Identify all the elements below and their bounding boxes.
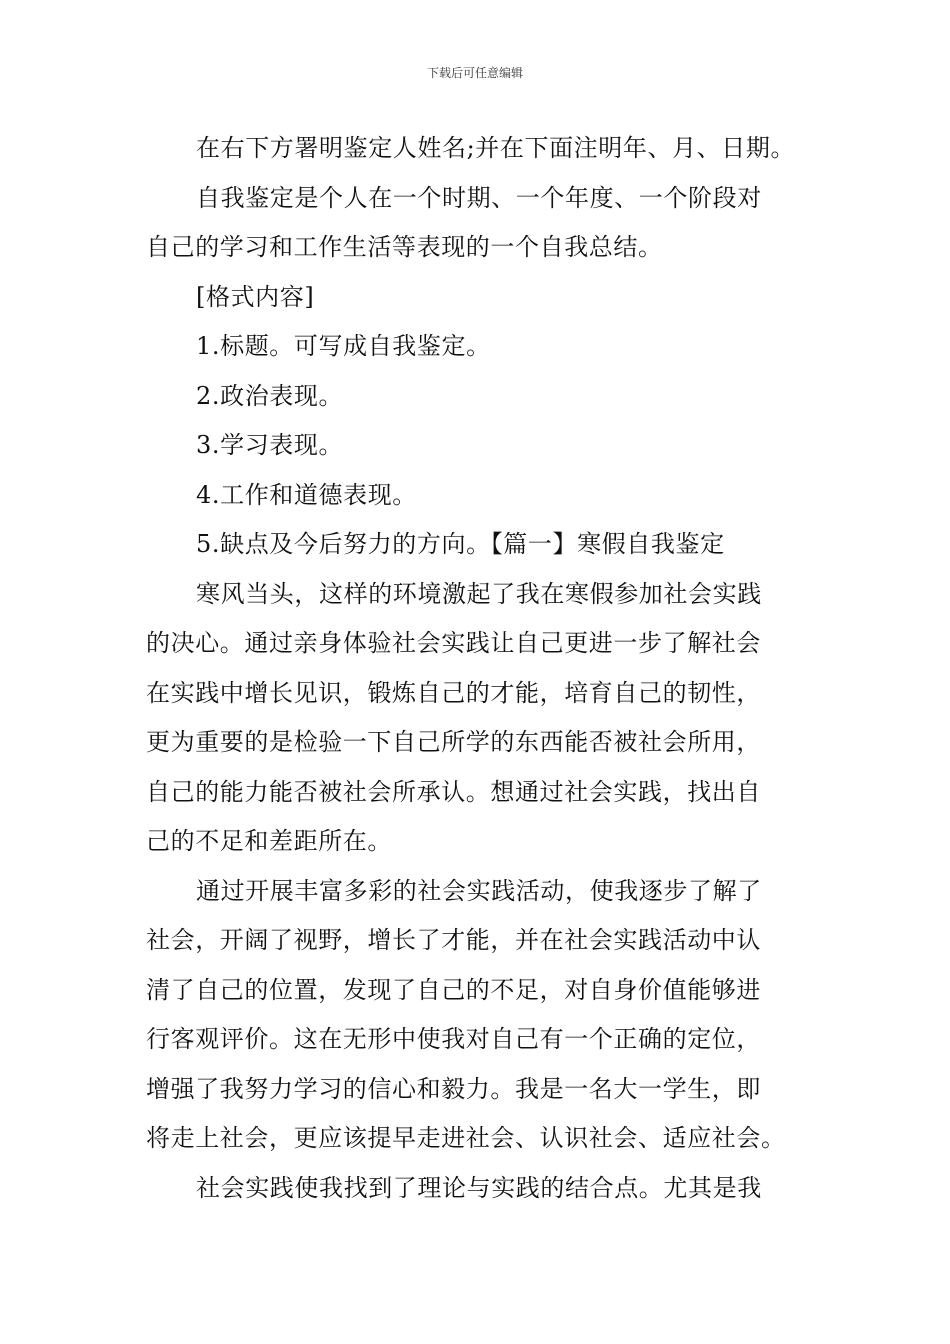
text-line: 自己的能力能否被社会所承认。想通过社会实践，找出自 xyxy=(146,777,761,806)
text-line: 的决心。通过亲身体验社会实践让自己更进一步了解社会 xyxy=(146,629,761,657)
text-line: 社会，开阔了视野，增长了才能，并在社会实践活动中认 xyxy=(146,926,761,954)
document-body xyxy=(146,124,810,1213)
text-line: 社会实践使我找到了理论与实践的结合点。尤其是我 xyxy=(196,1173,762,1202)
text-line: 己的不足和差距所在。 xyxy=(146,827,392,855)
text-line: 增强了我努力学习的信心和毅力。我是一名大一学生，即 xyxy=(146,1074,761,1103)
text-line: 自己的学习和工作生活等表现的一个自我总结。 xyxy=(146,233,663,261)
text-line: 在右下方署明鉴定人姓名;并在下面注明年、月、日期。 xyxy=(196,134,796,162)
text-line: 清了自己的位置，发现了自己的不足，对自身价值能够进 xyxy=(146,975,761,1004)
text-line: 3.学习表现。 xyxy=(196,431,344,459)
text-line: 寒风当头，这样的环境激起了我在寒假参加社会实践 xyxy=(196,579,762,608)
text-line: 4.工作和道德表现。 xyxy=(196,480,417,509)
text-line: 更为重要的是检验一下自己所学的东西能否被社会所用， xyxy=(146,728,761,756)
text-line: 2.政治表现。 xyxy=(196,381,344,410)
text-line: 自我鉴定是个人在一个时期、一个年度、一个阶段对 xyxy=(196,183,762,212)
page-header-note: 下载后可任意编辑 xyxy=(426,66,523,80)
text-line: 1.标题。可写成自我鉴定。 xyxy=(196,332,491,360)
text-line: 将走上社会，更应该提早走进社会、认识社会、适应社会。 xyxy=(146,1124,786,1152)
text-line: 5.缺点及今后努力的方向。【篇一】寒假自我鉴定 xyxy=(196,530,725,558)
text-line: 行客观评价。这在无形中使我对自己有一个正确的定位， xyxy=(146,1025,761,1053)
text-line: [格式内容] xyxy=(196,282,315,311)
text-line: 在实践中增长见识，锻炼自己的才能，培育自己的韧性， xyxy=(146,678,761,707)
text-line: 通过开展丰富多彩的社会实践活动，使我逐步了解了 xyxy=(196,876,762,905)
